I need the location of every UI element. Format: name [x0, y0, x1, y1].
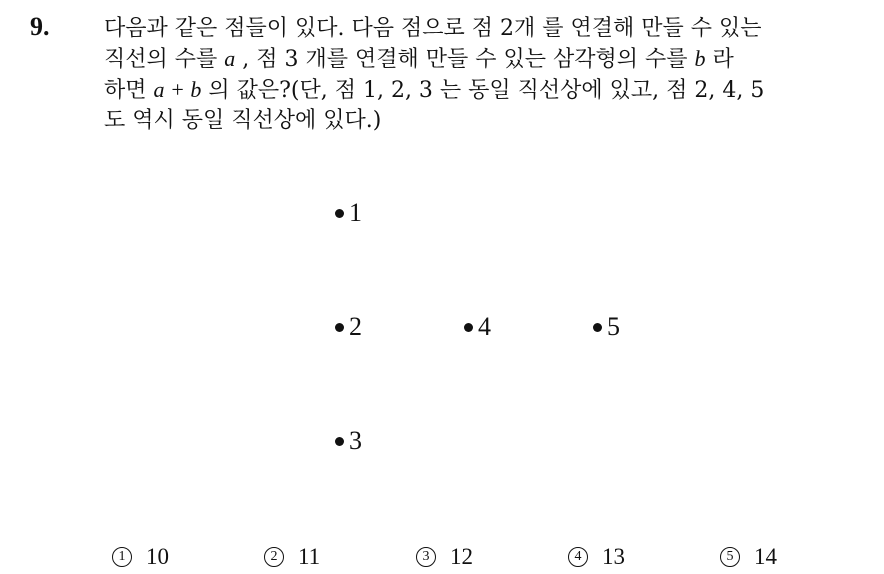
point-label: 5	[607, 312, 620, 341]
choice-value: 10	[146, 544, 169, 569]
point-1	[335, 198, 362, 228]
choice-2[interactable]	[264, 544, 320, 570]
point-label: 1	[349, 198, 362, 227]
point-4	[464, 312, 491, 342]
choice-marker: 5	[720, 547, 740, 567]
stem-line-3-text-a: 하면	[104, 78, 154, 103]
variable-a: a	[224, 46, 236, 71]
point-label: 2	[349, 312, 362, 341]
choice-3[interactable]	[416, 544, 473, 570]
point-dot	[593, 323, 602, 332]
stem-line-2	[104, 44, 864, 75]
point-5	[593, 312, 620, 342]
point-3	[335, 426, 362, 456]
point-dot	[335, 209, 344, 218]
choice-value: 13	[602, 544, 625, 569]
stem-line-2-text-b: , 점 3 개를 연결해 만들 수 있는 삼각형의 수를	[235, 47, 695, 72]
stem-line-3	[104, 75, 864, 106]
expression-a-plus-b: a + b	[153, 77, 202, 102]
point-dot	[335, 437, 344, 446]
question-number: 9.	[30, 12, 50, 41]
choice-5[interactable]	[720, 544, 777, 570]
point-2	[335, 312, 362, 342]
choice-value: 11	[298, 544, 321, 569]
choice-marker: 4	[568, 547, 588, 567]
stem-line-2-text-c: 라	[705, 47, 734, 72]
stem-line-1: 다음과 같은 점들이 있다. 다음 점으로 점 2개 를 연결해 만들 수 있는	[104, 16, 762, 41]
choice-marker: 3	[416, 547, 436, 567]
choice-value: 14	[754, 544, 777, 569]
answer-choices	[112, 544, 852, 574]
choice-1[interactable]	[112, 544, 169, 570]
point-label: 4	[478, 312, 491, 341]
point-dot	[335, 323, 344, 332]
choice-value: 12	[450, 544, 473, 569]
stem-line-2-text-a: 직선의 수를	[104, 47, 225, 72]
choice-marker: 2	[264, 547, 284, 567]
choice-4[interactable]	[568, 544, 625, 570]
point-label: 3	[349, 426, 362, 455]
variable-b: b	[694, 46, 706, 71]
stem-line-3-text-b: 의 값은?(단, 점 1, 2, 3 는 동일 직선상에 있고, 점 2, 4, 5	[201, 78, 765, 103]
stem-line-4: 도 역시 동일 직선상에 있다.)	[104, 108, 382, 133]
choice-marker: 1	[112, 547, 132, 567]
point-dot	[464, 323, 473, 332]
question-stem	[104, 14, 864, 136]
